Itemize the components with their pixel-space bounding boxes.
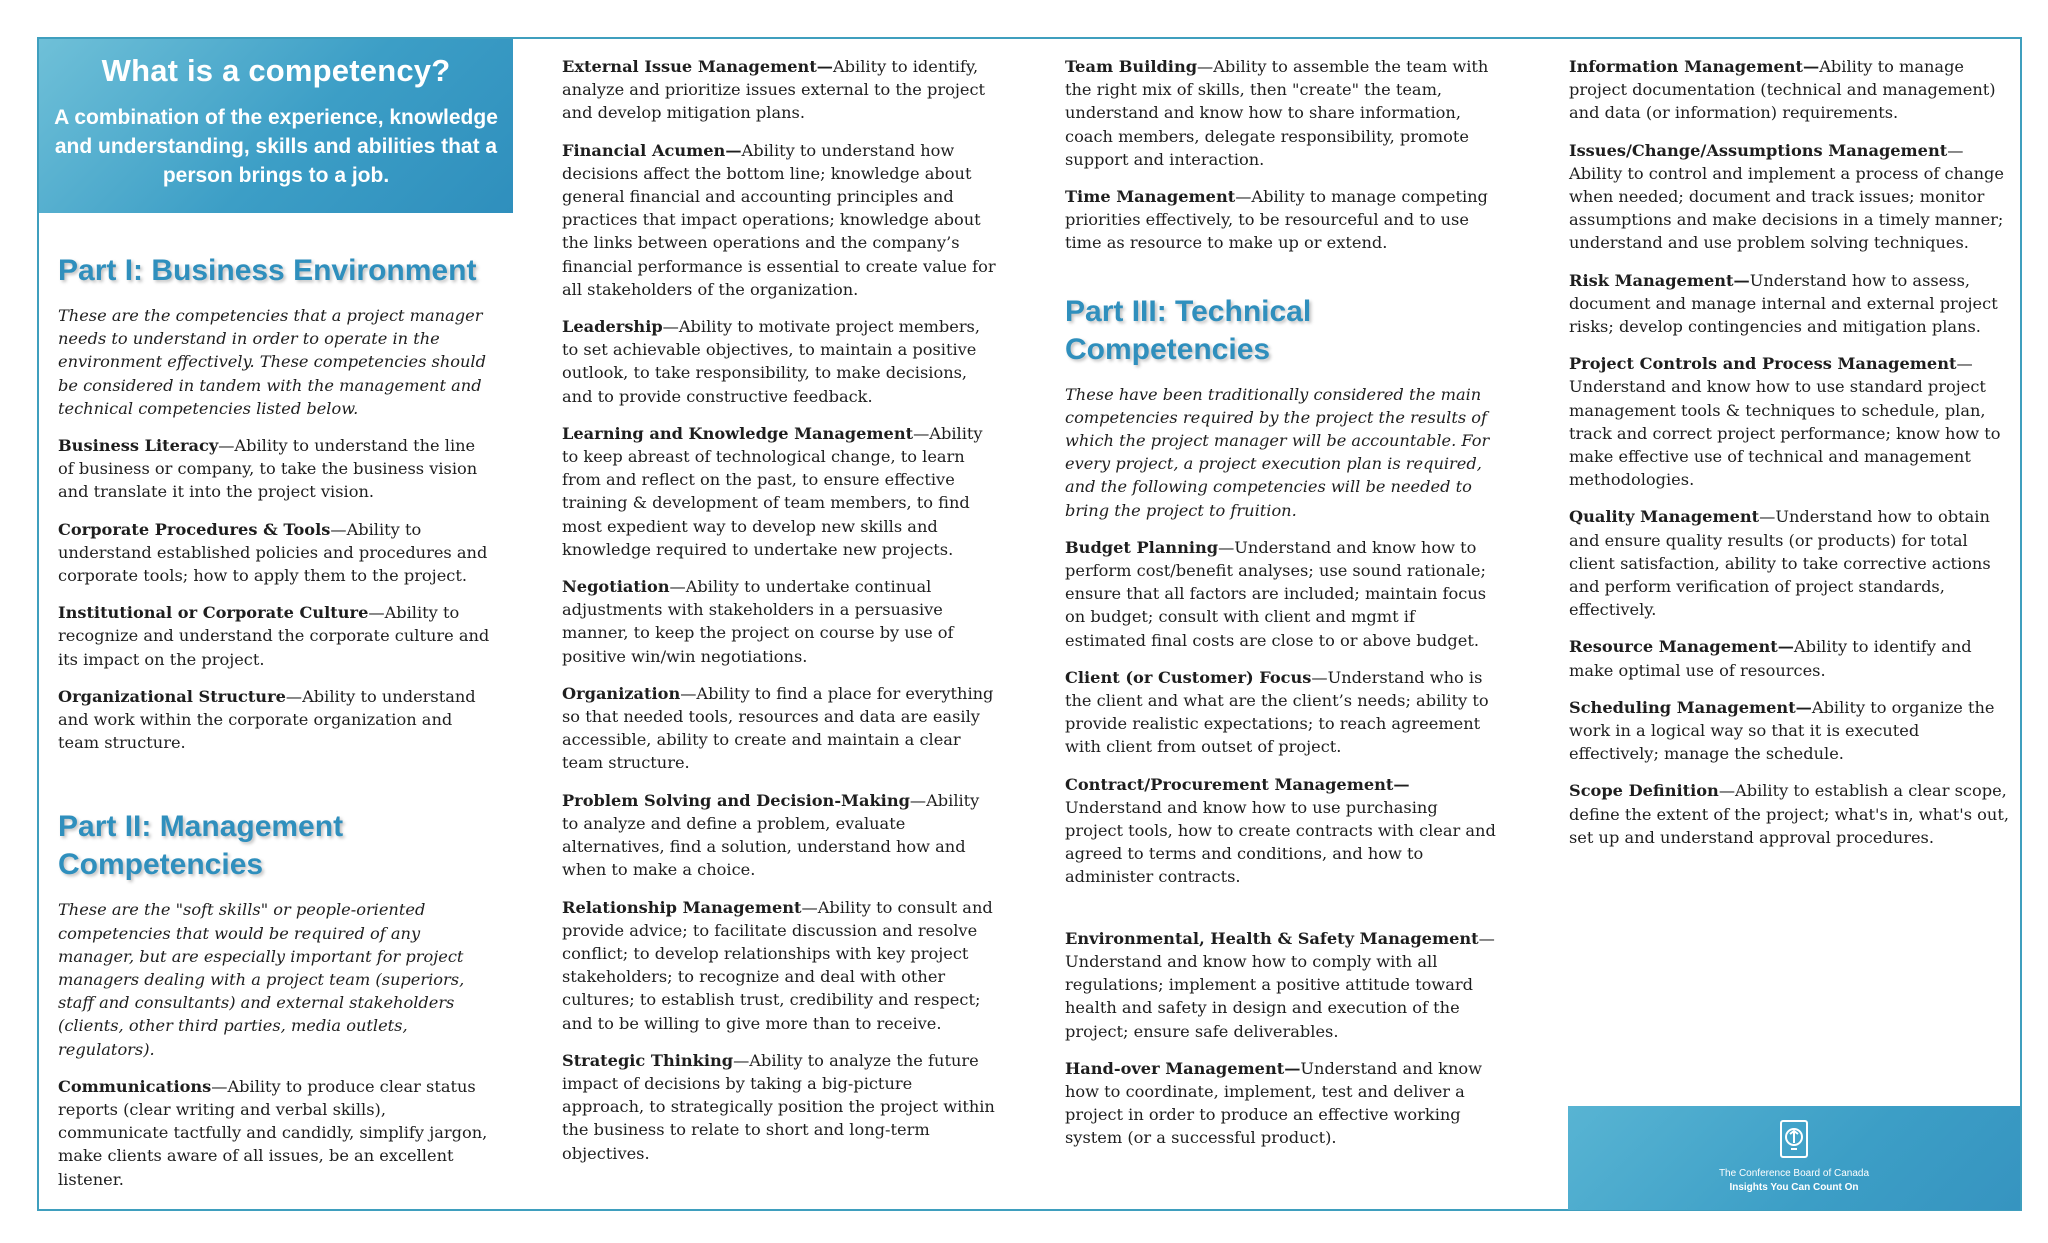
entry-negotiation — [562, 575, 996, 668]
entry-definition: —Ability to control and implement a process of change when needed; document and track issues; monitor assumptions and make decisions in a timely manner; understand and use problem solving techniques. — [1569, 140, 2004, 253]
entry-learning-knowledge-management — [562, 422, 996, 561]
entry-term: Organization — [562, 683, 681, 703]
entry-organizational-structure — [58, 685, 490, 755]
entry-scope-definition — [1569, 779, 2009, 849]
entry-information-management — [1569, 55, 2009, 125]
entry-definition: Ability to identify, analyze and prioritize issues external to the project and develop mitigation plans. — [562, 57, 986, 123]
entry-definition: —Ability to find a place for everything so that needed tools, resources and data are easily accessible, ability to create and maintain a clear team structure. — [562, 683, 994, 773]
entry-corporate-procedures — [58, 518, 490, 588]
banner-title: What is a competency? — [101, 53, 451, 88]
entry-definition: Understand and know how to use purchasing project tools, how to create contracts with clear and agreed to terms and conditions, and how to administer contracts. — [1065, 797, 1496, 887]
entry-communications — [58, 1075, 490, 1191]
conference-board-logo-icon — [1780, 1120, 1808, 1158]
entry-definition: —Ability to undertake continual adjustments with stakeholders in a persuasive manner, to keep the project on course by use of positive win/win negotiations. — [562, 577, 954, 666]
part1-intro: These are the competencies that a project manager needs to understand in order to operate in the environment effectively. These competencies should be considered in tandem with the management and technical competencies listed below. — [58, 306, 486, 418]
entry-definition: —Ability to manage competing priorities effectively, to be resourceful and to use time as resource to make up or extend. — [1065, 187, 1488, 253]
entry-issues-change-assumptions — [1569, 139, 2009, 255]
entry-resource-management — [1569, 635, 2009, 681]
entry-definition: —Ability to understand established policies and procedures and corporate tools; how to apply them to the project. — [58, 519, 488, 586]
entry-definition: Ability to organize the work in a logical way so that it is executed effectively; manage the schedule. — [1569, 697, 1995, 764]
entry-definition: —Understand and know how to perform cost/benefit analyses; use sound rationale; ensure that all factors are included; maintain focus on budget; consult with client and mgmt if estimated final costs are close to or above budget. — [1065, 537, 1487, 650]
entry-term: Business Literacy — [58, 436, 219, 456]
entry-definition: —Ability to recognize and understand the corporate culture and its impact on the project. — [58, 603, 490, 669]
entry-definition: —Understand how to obtain and ensure quality results (or products) for total client satisfaction, ability to take corrective actions and perform verification of project standards, effectively. — [1569, 507, 1991, 620]
entry-client-focus — [1065, 666, 1499, 759]
conference-board-logo-box — [1568, 1106, 2020, 1210]
entry-definition: Ability to manage project documentation (technical and management) and data (or information) requirements. — [1569, 57, 1996, 123]
entry-definition: Understand and know how to coordinate, implement, test and deliver a project in order to produce an effective working system (or a successful product). — [1065, 1058, 1482, 1148]
entry-financial-acumen — [562, 139, 996, 301]
entry-term: Project Controls and Process Management — [1569, 354, 1957, 374]
entry-term: Problem Solving and Decision-Making — [562, 790, 910, 810]
entry-term: External Issue Management— — [562, 57, 833, 76]
entry-project-controls — [1569, 352, 2009, 491]
entry-definition: —Ability to analyze the future impact of decisions by taking a big-picture approach, to strategically position the project within the business to relate to short and long-term objectives. — [562, 1050, 995, 1163]
entry-definition: —Ability to keep abreast of technological change, to learn from and reflect on the past, to ensure effective training & development of team members, to find most expedient way to develop new skills and knowledge required to undertake new projects. — [562, 423, 983, 559]
entry-time-management — [1065, 185, 1499, 255]
entry-definition: —Understand and know how to use standard project management tools & techniques to schedule, plan, track and correct project performance; know how to make effective use of technical and management methodologies. — [1569, 354, 2001, 490]
entry-business-literacy — [58, 434, 490, 504]
entry-term: Corporate Procedures & Tools — [58, 519, 331, 539]
spacer — [1065, 269, 1499, 293]
column-1 — [58, 252, 490, 1205]
entry-term: Communications — [58, 1076, 212, 1096]
spacer — [58, 768, 490, 808]
entry-definition: —Ability to understand the line of business or company, to take the business vision and translate it into the project vision. — [58, 436, 478, 502]
logo-organization-name: The Conference Board of Canada — [1718, 1168, 1870, 1179]
entry-definition: —Ability to motivate project members, to set achievable objectives, to maintain a positive outlook, to take responsibility, to make decisions, and to provide constructive feedback. — [562, 317, 981, 406]
competency-banner — [39, 39, 513, 213]
entry-budget-planning — [1065, 536, 1499, 652]
entry-term: Leadership — [562, 317, 663, 337]
entry-definition: —Ability to establish a clear scope, define the extent of the project; what's in, what's out, set up and understand approval procedures. — [1569, 781, 2009, 847]
part2-heading — [58, 808, 490, 884]
entry-definition: —Understand who is the client and what are the client’s needs; ability to provide realistic expectations; to reach agreement with client from outset of project. — [1065, 667, 1489, 757]
entry-term: Scope Definition — [1569, 781, 1719, 801]
entry-corporate-culture — [58, 601, 490, 671]
part1-heading: Part I: Business Environment — [58, 254, 477, 287]
entry-environmental-health-safety — [1065, 927, 1499, 1043]
entry-scheduling-management — [1569, 696, 2009, 766]
entry-term: Resource Management— — [1569, 637, 1794, 657]
entry-strategic-thinking — [562, 1049, 996, 1165]
banner-subtitle: A combination of the experience, knowledge and understanding, skills and abilities that a person brings to a job. — [54, 106, 498, 187]
entry-relationship-management — [562, 896, 996, 1035]
entry-definition: —Understand and know how to comply with all regulations; implement a positive attitude toward health and safety in design and execution of the project; ensure safe deliverables. — [1065, 928, 1495, 1041]
entry-definition: —Ability to consult and provide advice; to facilitate discussion and resolve conflict; to develop relationships with key project stakeholders; to recognize and deal with other cultures; to establish trust, credibility and respect; and to be willing to give more than to receive. — [562, 897, 993, 1033]
entry-term: Learning and Knowledge Management — [562, 423, 914, 443]
column-2 — [562, 55, 996, 1179]
entry-term: Hand-over Management— — [1065, 1058, 1301, 1078]
entry-term: Contract/Procurement Management— — [1065, 774, 1410, 794]
entry-definition: —Ability to assemble the team with the right mix of skills, then "create" the team, understand and know how to share information, coach members, delegate responsibility, promote support and interaction. — [1065, 57, 1489, 169]
entry-term: Budget Planning — [1065, 537, 1219, 557]
entry-definition: Ability to understand how decisions affect the bottom line; knowledge about general financial and accounting principles and practices that impact operations; knowledge about the links between operations and the company’s financial performance is essential to create value for all stakeholders of the organization. — [562, 140, 996, 299]
entry-external-issue-management — [562, 55, 996, 125]
entry-definition: —Ability to understand and work within the corporate organization and team structure. — [58, 686, 476, 753]
entry-definition: Ability to identify and make optimal use of resources. — [1569, 637, 1972, 680]
entry-problem-solving — [562, 789, 996, 882]
entry-term: Time Management — [1065, 187, 1236, 207]
entry-leadership — [562, 315, 996, 408]
part3-heading: Part III: Technical Competencies — [1065, 294, 1312, 366]
entry-hand-over-management — [1065, 1057, 1499, 1150]
part2-intro: These are the "soft skills" or people-oriented competencies that would be required of any manager, but are especially important for project managers dealing with a project team (superiors, staff and consultants) and external stakeholders (clients, other third parties, media outlets, regulators). — [58, 900, 465, 1059]
entry-term: Client (or Customer) Focus — [1065, 667, 1312, 687]
entry-term: Negotiation — [562, 577, 670, 597]
column-3 — [1065, 55, 1499, 1164]
part3-intro: These have been traditionally considered the main competencies required by the project the results of which the project manager will be accountable. For every project, a project execution plan is required, and the following competencies will be needed to bring the project to fruition. — [1065, 384, 1490, 520]
entry-term: Institutional or Corporate Culture — [58, 603, 369, 623]
logo-tagline: Insights You Can Count On — [1729, 1182, 1859, 1193]
entry-contract-procurement — [1065, 773, 1499, 889]
entry-term: Team Building — [1065, 57, 1198, 76]
entry-organization — [562, 682, 996, 775]
entry-term: Environmental, Health & Safety Management — [1065, 928, 1479, 948]
entry-risk-management — [1569, 269, 2009, 339]
entry-term: Risk Management— — [1569, 270, 1750, 290]
entry-term: Financial Acumen— — [562, 140, 742, 160]
column-4 — [1569, 55, 2009, 863]
part2-heading-line2: Competencies — [58, 848, 264, 882]
entry-term: Organizational Structure — [58, 686, 286, 706]
entry-term: Strategic Thinking — [562, 1050, 734, 1070]
entry-term: Quality Management — [1569, 507, 1760, 527]
entry-quality-management — [1569, 505, 2009, 621]
entry-term: Issues/Change/Assumptions Management — [1569, 140, 1948, 160]
entry-definition: —Ability to produce clear status reports (clear writing and verbal skills), communicate tactfully and candidly, simplify jargon, make clients aware of all issues, be an excellent listener. — [58, 1076, 488, 1189]
entry-term: Relationship Management — [562, 897, 802, 917]
entry-team-building — [1065, 55, 1499, 171]
part2-heading-line1: Part II: Management — [58, 810, 344, 844]
entry-term: Information Management— — [1569, 57, 1820, 76]
entry-term: Scheduling Management— — [1569, 697, 1812, 717]
entry-definition: —Ability to analyze and define a problem, evaluate alternatives, find a solution, understand how and when to make a choice. — [562, 790, 980, 880]
entry-definition: Understand how to assess, document and manage internal and external project risks; develop contingencies and mitigation plans. — [1569, 270, 1998, 337]
spacer — [1065, 903, 1499, 927]
